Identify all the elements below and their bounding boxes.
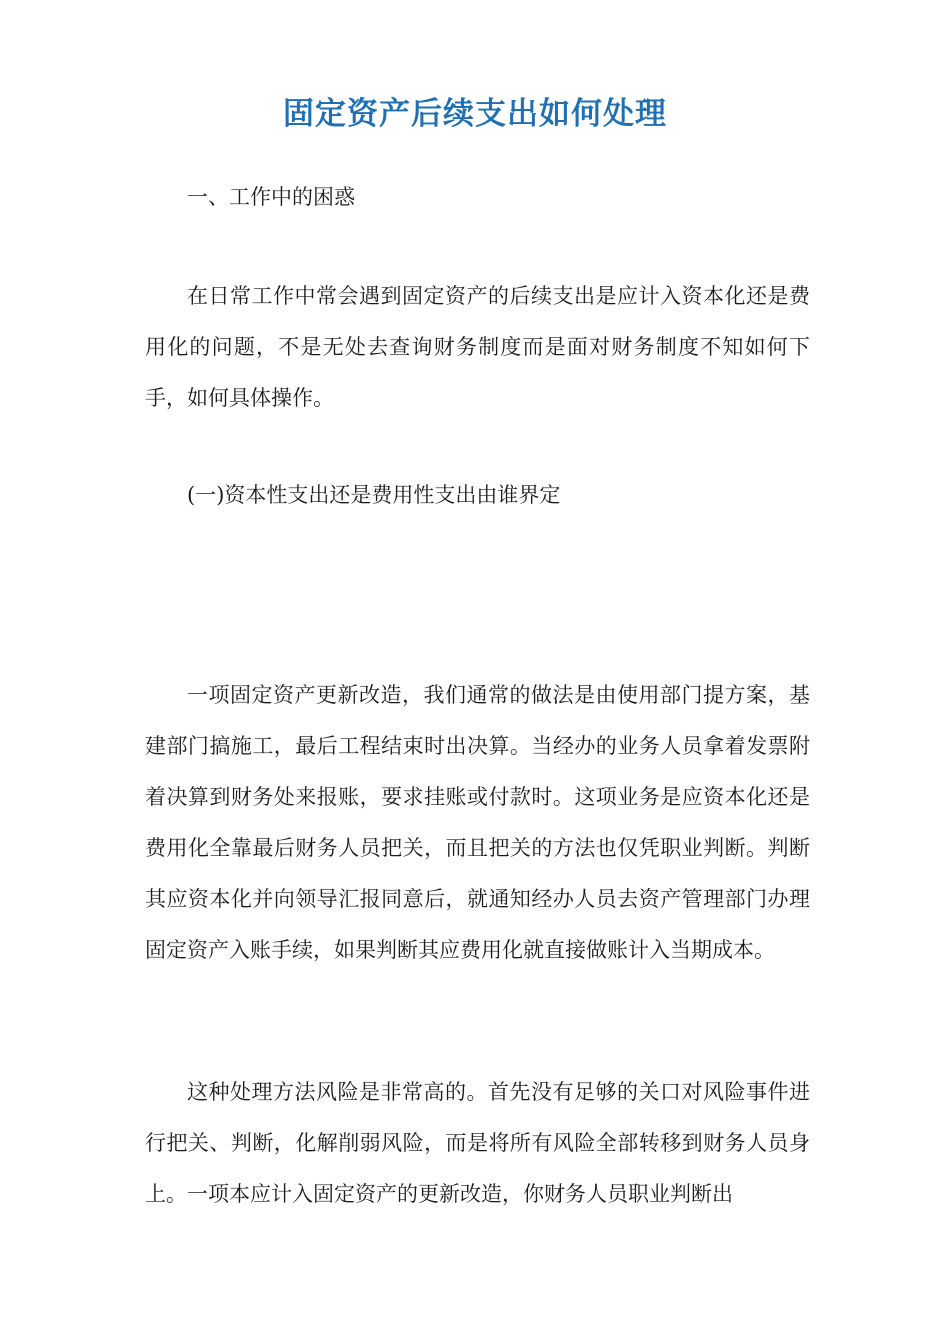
- paragraph-3: 这种处理方法风险是非常高的。首先没有足够的关口对风险事件进行把关、判断，化解削弱风险，而是将所有风险全部转移到财务人员身上。一项本应计入固定资产的更新改造，你财务人员职业判断出: [145, 1080, 810, 1206]
- paragraph-2: 一项固定资产更新改造，我们通常的做法是由使用部门提方案，基建部门搞施工，最后工程结束时出决算。当经办的业务人员拿着发票附着决算到财务处来报账，要求挂账或付款时。这项业务是应资本化还是费用化全靠最后财务人员把关，而且把关的方法也仅凭职业判断。判断其应资本化并向领导汇报同意后，就通知经办人员去资产管理部门办理固定资产入账手续，如果判断其应费用化就直接做账计入当期成本。: [145, 683, 810, 962]
- document-title: 固定资产后续支出如何处理: [283, 96, 667, 132]
- section-heading: 一、工作中的困惑: [187, 185, 355, 209]
- paragraph-1: 在日常工作中常会遇到固定资产的后续支出是应计入资本化还是费用化的问题，不是无处去查询财务制度而是面对财务制度不知如何下手，如何具体操作。: [145, 284, 810, 410]
- subsection-heading: (一)资本性支出还是费用性支出由谁界定: [187, 483, 561, 507]
